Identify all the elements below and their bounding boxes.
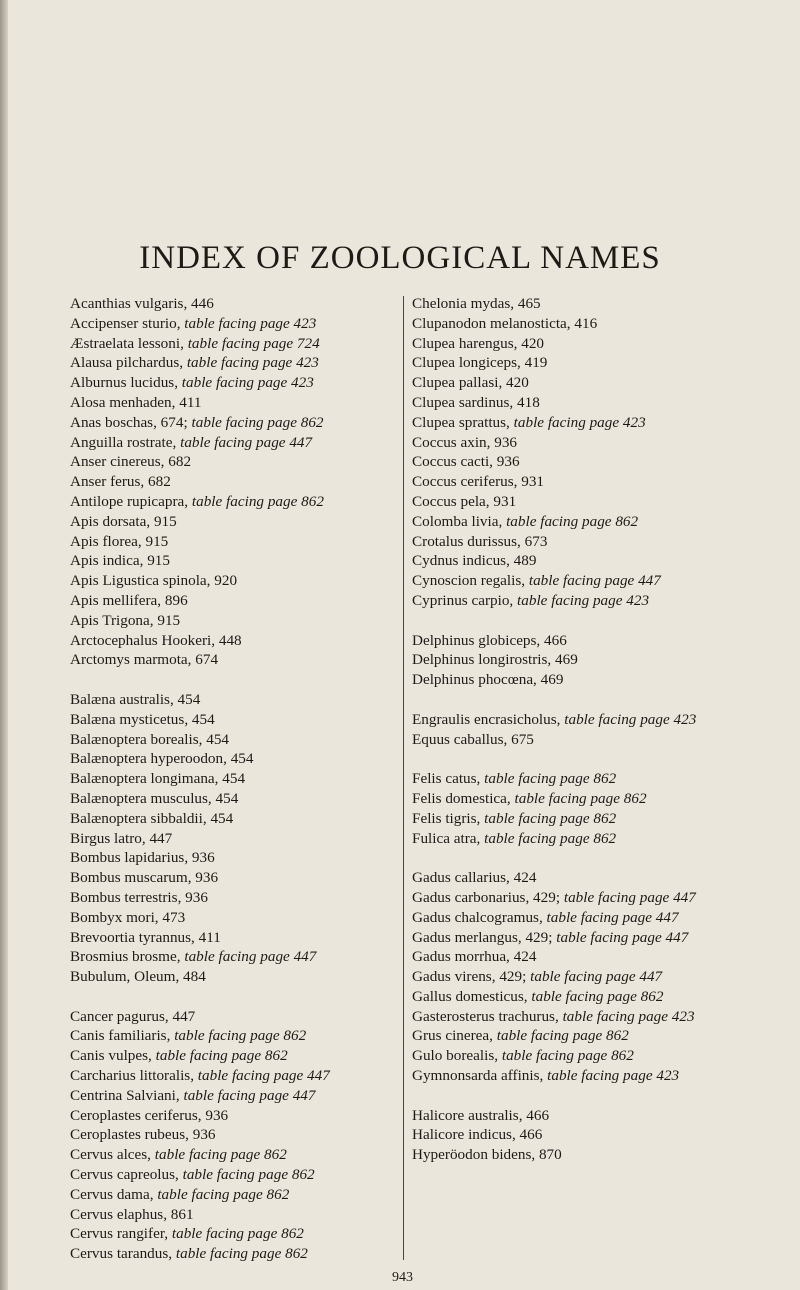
index-entry — [70, 1046, 400, 1066]
index-entry — [412, 1007, 727, 1027]
entry-table-reference: table facing page 447 — [556, 928, 689, 946]
entry-name: Cyprinus carpio, — [412, 591, 518, 609]
entry-name: Balæna mysticetus, 454 — [70, 710, 215, 728]
entry-name: Coccus cacti, 936 — [412, 453, 520, 471]
entry-name: Antilope rupicapra, — [70, 492, 192, 510]
index-entry — [70, 631, 400, 651]
entry-name: Brosmius brosme, — [70, 948, 185, 966]
entry-name: Centrina Salviani, — [70, 1086, 184, 1104]
entry-name: Coccus pela, 931 — [412, 492, 517, 510]
index-entry — [70, 314, 400, 334]
index-entry — [70, 710, 400, 730]
index-entry — [412, 591, 727, 611]
entry-name: Halicore australis, 466 — [412, 1106, 550, 1124]
entry-name: Apis mellifera, 896 — [70, 591, 188, 609]
index-entry — [70, 888, 400, 908]
entry-name: Arctocephalus Hookeri, 448 — [70, 631, 242, 649]
index-entry — [412, 353, 727, 373]
entry-name: Alausa pilchardus, — [70, 354, 187, 372]
entry-name: Grus cinerea, — [412, 1027, 497, 1045]
entry-name: Apis Ligustica spinola, 920 — [70, 572, 238, 590]
index-entry — [412, 888, 727, 908]
index-entry — [412, 928, 727, 948]
group-separator — [412, 690, 727, 710]
page-number: 943 — [392, 1270, 413, 1285]
index-entry — [70, 928, 400, 948]
entry-name: Engraulis encrasicholus, — [412, 710, 565, 728]
index-entry — [412, 730, 727, 750]
index-column-right — [412, 294, 727, 1165]
entry-name: Balænoptera musculus, 454 — [70, 789, 239, 807]
entry-table-reference: table facing page 862 — [182, 1166, 315, 1184]
entry-name: Alburnus lucidus, — [70, 374, 182, 392]
entry-table-reference: table facing page 423 — [564, 710, 697, 728]
entry-name: Anguilla rostrate, — [70, 433, 181, 451]
index-entry — [70, 1165, 400, 1185]
entry-name: Acanthias vulgaris, 446 — [70, 295, 214, 312]
entry-table-reference: table facing page 423 — [562, 1007, 695, 1025]
entry-table-reference: table facing page 447 — [184, 948, 317, 966]
index-entry — [70, 334, 400, 354]
entry-name: Bombus muscarum, 936 — [70, 869, 219, 887]
index-entry — [412, 452, 727, 472]
entry-name: Anas boschas, 674; — [70, 413, 192, 431]
entry-table-reference: table facing page 862 — [155, 1047, 288, 1065]
index-entry — [70, 829, 400, 849]
entry-name: Cydnus indicus, 489 — [412, 552, 537, 570]
entry-name: Ceroplastes ceriferus, 936 — [70, 1106, 229, 1124]
index-entry — [412, 1125, 727, 1145]
index-entry — [412, 492, 727, 512]
entry-name: Delphinus globiceps, 466 — [412, 631, 567, 649]
entry-table-reference: table facing page 447 — [546, 908, 679, 926]
entry-name: Gallus domesticus, — [412, 987, 532, 1005]
entry-name: Gadus callarius, 424 — [412, 869, 537, 887]
group-separator — [412, 611, 727, 631]
group-separator — [412, 848, 727, 868]
entry-table-reference: table facing page 862 — [175, 1245, 308, 1263]
entry-name: Halicore indicus, 466 — [412, 1126, 543, 1144]
index-entry — [70, 730, 400, 750]
index-entry — [412, 650, 727, 670]
entry-table-reference: table facing page 862 — [496, 1027, 629, 1045]
page-title: INDEX OF ZOOLOGICAL NAMES — [139, 240, 661, 276]
index-entry — [70, 373, 400, 393]
entry-name: Gadus merlangus, 429; — [412, 928, 557, 946]
index-entry — [70, 571, 400, 591]
index-entry — [70, 353, 400, 373]
index-entry — [412, 710, 727, 730]
entry-name: Clupea sardinus, 418 — [412, 393, 540, 411]
index-entry — [70, 848, 400, 868]
entry-name: Cervus elaphus, 861 — [70, 1205, 194, 1223]
index-entry — [70, 650, 400, 670]
entry-table-reference: table facing page 862 — [531, 987, 664, 1005]
entry-table-reference: table facing page 447 — [528, 572, 661, 590]
entry-name: Brevoortia tyrannus, 411 — [70, 928, 221, 946]
entry-name: Felis catus, — [412, 770, 485, 788]
entry-name: Felis domestica, — [412, 789, 515, 807]
index-entry — [412, 1046, 727, 1066]
index-entry — [70, 1125, 400, 1145]
entry-name: Gasterosterus trachurus, — [412, 1007, 563, 1025]
index-entry — [70, 967, 400, 987]
index-entry — [412, 571, 727, 591]
index-entry — [70, 1145, 400, 1165]
group-separator — [412, 1086, 727, 1106]
entry-name: Gadus carbonarius, 429; — [412, 888, 564, 906]
entry-name: Accipenser sturio, — [70, 314, 185, 332]
entry-name: Balænoptera hyperoodon, 454 — [70, 750, 254, 768]
entry-name: Arctomys marmota, 674 — [70, 651, 219, 669]
index-entry — [70, 611, 400, 631]
entry-name: Cynoscion regalis, — [412, 572, 529, 590]
entry-table-reference: table facing page 862 — [154, 1146, 287, 1164]
entry-name: Colomba livia, — [412, 512, 507, 530]
entry-name: Gymnonsarda affinis, — [412, 1067, 548, 1085]
index-entry — [412, 334, 727, 354]
entry-name: Clupea pallasi, 420 — [412, 374, 529, 392]
entry-table-reference: table facing page 862 — [174, 1027, 307, 1045]
entry-name: Coccus axin, 936 — [412, 433, 518, 451]
entry-table-reference: table facing page 862 — [191, 492, 324, 510]
entry-table-reference: table facing page 862 — [157, 1185, 290, 1203]
entry-name: Apis dorsata, 915 — [70, 512, 177, 530]
index-entry — [412, 631, 727, 651]
entry-name: Apis Trigona, 915 — [70, 611, 181, 629]
entry-table-reference: table facing page 447 — [197, 1067, 330, 1085]
index-entry — [412, 393, 727, 413]
index-entry — [70, 1185, 400, 1205]
entry-name: Gulo borealis, — [412, 1047, 502, 1065]
entry-name: Bubulum, Oleum, 484 — [70, 968, 206, 986]
entry-name: Felis tigris, — [412, 809, 485, 827]
entry-name: Balænoptera borealis, 454 — [70, 730, 230, 748]
index-entry — [70, 1205, 400, 1225]
entry-table-reference: table facing page 423 — [513, 413, 646, 431]
entry-name: Carcharius littoralis, — [70, 1067, 198, 1085]
index-entry — [70, 789, 400, 809]
index-entry — [70, 492, 400, 512]
entry-name: Cervus rangifer, — [70, 1225, 172, 1243]
entry-name: Chelonia mydas, 465 — [412, 295, 541, 312]
index-entry — [412, 829, 727, 849]
index-entry — [412, 868, 727, 888]
index-entry — [412, 1145, 727, 1165]
index-entry — [70, 1106, 400, 1126]
index-entry — [412, 987, 727, 1007]
index-entry — [70, 947, 400, 967]
entry-name: Delphinus phocœna, 469 — [412, 671, 564, 689]
entry-name: Bombyx mori, 473 — [70, 908, 186, 926]
index-entry — [412, 789, 727, 809]
index-entry — [412, 1066, 727, 1086]
entry-name: Delphinus longirostris, 469 — [412, 651, 578, 669]
entry-name: Canis familiaris, — [70, 1027, 175, 1045]
entry-table-reference: table facing page 447 — [530, 968, 663, 986]
entry-table-reference: table facing page 447 — [180, 433, 313, 451]
entry-table-reference: table facing page 862 — [501, 1047, 634, 1065]
entry-name: Clupea sprattus, — [412, 413, 514, 431]
entry-name: Birgus latro, 447 — [70, 829, 173, 847]
entry-table-reference: table facing page 862 — [484, 770, 617, 788]
index-column-left — [70, 294, 400, 1264]
index-entry — [70, 690, 400, 710]
entry-name: Apis indica, 915 — [70, 552, 170, 570]
entry-table-reference: table facing page 423 — [184, 314, 317, 332]
entry-name: Cervus alces, — [70, 1146, 155, 1164]
entry-name: Gadus virens, 429; — [412, 968, 531, 986]
entry-table-reference: table facing page 447 — [563, 888, 696, 906]
entry-name: Balænoptera sibbaldii, 454 — [70, 809, 234, 827]
entry-name: Hyperöodon bidens, 870 — [412, 1146, 562, 1164]
entry-name: Alosa menhaden, 411 — [70, 393, 202, 411]
entry-name: Apis florea, 915 — [70, 532, 169, 550]
index-entry — [412, 769, 727, 789]
entry-table-reference: table facing page 423 — [517, 591, 650, 609]
entry-name: Bombus lapidarius, 936 — [70, 849, 215, 867]
index-entry — [412, 373, 727, 393]
entry-name: Coccus ceriferus, 931 — [412, 473, 545, 491]
index-entry — [412, 294, 727, 314]
index-entry — [412, 809, 727, 829]
group-separator — [412, 749, 727, 769]
entry-table-reference: table facing page 447 — [183, 1086, 316, 1104]
index-entry — [412, 908, 727, 928]
entry-table-reference: table facing page 862 — [506, 512, 639, 530]
group-separator — [70, 670, 400, 690]
index-entry — [412, 1026, 727, 1046]
index-entry — [412, 413, 727, 433]
entry-name: Anser cinereus, 682 — [70, 453, 192, 471]
entry-table-reference: table facing page 724 — [187, 334, 320, 352]
index-entry — [70, 294, 400, 314]
entry-name: Clupanodon melanosticta, 416 — [412, 314, 598, 332]
index-entry — [412, 472, 727, 492]
entry-name: Bombus terrestris, 936 — [70, 888, 208, 906]
index-entry — [412, 551, 727, 571]
column-divider — [403, 296, 404, 1260]
index-entry — [412, 512, 727, 532]
entry-name: Crotalus durissus, 673 — [412, 532, 548, 550]
index-entry — [70, 1224, 400, 1244]
index-entry — [70, 512, 400, 532]
entry-name: Gadus morrhua, 424 — [412, 948, 537, 966]
index-entry — [70, 591, 400, 611]
entry-table-reference: table facing page 862 — [514, 789, 647, 807]
entry-name: Gadus chalcogramus, — [412, 908, 547, 926]
index-entry — [412, 670, 727, 690]
entry-name: Æstraelata lessoni, — [70, 334, 188, 352]
index-entry — [70, 413, 400, 433]
index-entry — [70, 532, 400, 552]
entry-name: Clupea longiceps, 419 — [412, 354, 548, 372]
entry-name: Cervus capreolus, — [70, 1166, 183, 1184]
entry-name: Balænoptera longimana, 454 — [70, 770, 246, 788]
entry-table-reference: table facing page 423 — [547, 1067, 680, 1085]
entry-name: Anser ferus, 682 — [70, 473, 171, 491]
index-entry — [70, 749, 400, 769]
index-entry — [70, 433, 400, 453]
group-separator — [70, 987, 400, 1007]
index-entry — [412, 532, 727, 552]
entry-name: Ceroplastes rubeus, 936 — [70, 1126, 216, 1144]
index-entry — [70, 1007, 400, 1027]
index-entry — [70, 393, 400, 413]
entry-name: Fulica atra, — [412, 829, 485, 847]
index-entry — [412, 947, 727, 967]
page-edge-shadow — [0, 0, 8, 1290]
entry-table-reference: table facing page 423 — [186, 354, 319, 372]
index-entry — [412, 314, 727, 334]
entry-table-reference: table facing page 423 — [181, 374, 314, 392]
index-entry — [70, 1026, 400, 1046]
index-entry — [70, 868, 400, 888]
entry-table-reference: table facing page 862 — [484, 829, 617, 847]
entry-table-reference: table facing page 862 — [191, 413, 324, 431]
entry-table-reference: table facing page 862 — [171, 1225, 304, 1243]
entry-table-reference: table facing page 862 — [484, 809, 617, 827]
index-entry — [412, 967, 727, 987]
entry-name: Balæna australis, 454 — [70, 690, 201, 708]
index-entry — [70, 908, 400, 928]
index-entry — [70, 809, 400, 829]
entry-name: Cervus dama, — [70, 1185, 158, 1203]
index-entry — [70, 769, 400, 789]
entry-name: Clupea harengus, 420 — [412, 334, 545, 352]
index-entry — [70, 452, 400, 472]
index-entry — [70, 1244, 400, 1264]
entry-name: Cancer pagurus, 447 — [70, 1007, 196, 1025]
entry-name: Equus caballus, 675 — [412, 730, 534, 748]
index-entry — [412, 1106, 727, 1126]
index-entry — [412, 433, 727, 453]
index-entry — [70, 1086, 400, 1106]
index-entry — [70, 551, 400, 571]
index-entry — [70, 472, 400, 492]
index-entry — [70, 1066, 400, 1086]
entry-name: Cervus tarandus, — [70, 1245, 176, 1263]
entry-name: Canis vulpes, — [70, 1047, 156, 1065]
